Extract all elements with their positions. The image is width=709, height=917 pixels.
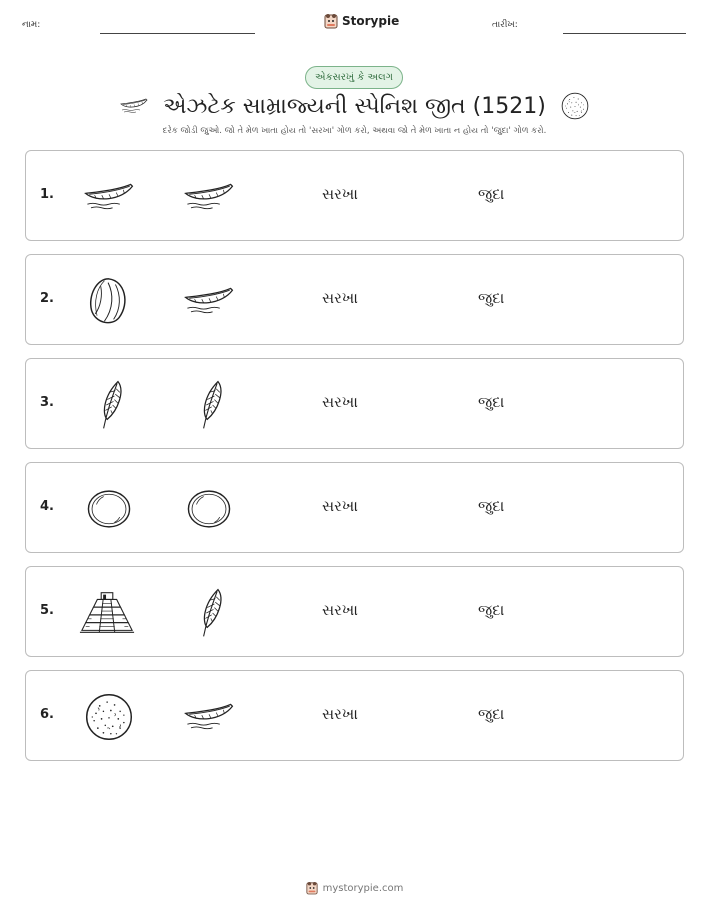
different-option[interactable]: જુદા bbox=[478, 705, 505, 723]
footer-link[interactable]: mystorypie.com bbox=[322, 882, 404, 894]
storypie-logo-icon bbox=[324, 13, 338, 29]
storypie-logo-icon bbox=[306, 881, 318, 895]
question-row-2 bbox=[25, 254, 684, 345]
canoe-icon bbox=[182, 178, 236, 216]
title-row bbox=[0, 88, 709, 124]
different-option[interactable]: જુદા bbox=[478, 185, 505, 203]
feather-icon bbox=[91, 377, 127, 433]
question-number: 2. bbox=[40, 291, 54, 306]
cocoa-bean-icon bbox=[86, 275, 132, 327]
different-option[interactable]: જુદા bbox=[478, 601, 505, 619]
question-number: 6. bbox=[40, 707, 54, 722]
tortilla-icon bbox=[83, 691, 135, 743]
question-number: 4. bbox=[40, 499, 54, 514]
date-label: તારીખ: bbox=[492, 20, 518, 30]
right-picture bbox=[180, 481, 238, 537]
same-option[interactable]: સરખા bbox=[322, 185, 358, 203]
canoe-icon bbox=[82, 178, 136, 216]
right-picture bbox=[180, 377, 238, 433]
different-option[interactable]: જુદા bbox=[478, 289, 505, 307]
activity-badge: એકસરખું કે અલગ bbox=[305, 66, 403, 89]
different-option[interactable]: જુદા bbox=[478, 393, 505, 411]
question-number: 3. bbox=[40, 395, 54, 410]
same-option[interactable]: સરખા bbox=[322, 705, 358, 723]
different-option[interactable]: જુદા bbox=[478, 497, 505, 515]
same-option[interactable]: સરખા bbox=[322, 289, 358, 307]
question-row-1 bbox=[25, 150, 684, 241]
gold-coin-icon bbox=[184, 486, 234, 532]
brand-name: Storypie bbox=[342, 14, 400, 28]
question-row-3 bbox=[25, 358, 684, 449]
left-picture bbox=[80, 169, 138, 225]
question-row-5 bbox=[25, 566, 684, 657]
same-option[interactable]: સરખા bbox=[322, 601, 358, 619]
feather-icon bbox=[191, 377, 227, 433]
instructions: દરેક જોડી જુઓ. જો તે મેળ ખાતા હોય તો 'સરખા' ગોળ કરો, અથવા જો તે મેળ ખાતા ન હોય તો 'જુદા' ગોળ કરો. bbox=[162, 126, 547, 136]
right-picture bbox=[180, 273, 238, 329]
question-row-6 bbox=[25, 670, 684, 761]
left-picture bbox=[78, 585, 136, 641]
canoe-icon bbox=[182, 282, 236, 320]
feather-icon bbox=[191, 585, 227, 641]
same-option[interactable]: સરખા bbox=[322, 393, 358, 411]
right-picture bbox=[180, 585, 238, 641]
question-number: 5. bbox=[40, 603, 54, 618]
left-picture bbox=[80, 689, 138, 745]
page-title: એઝટેક સામ્રાજ્યની સ્પેનિશ જીત (1521) bbox=[163, 93, 546, 119]
question-number: 1. bbox=[40, 187, 54, 202]
right-picture bbox=[180, 169, 238, 225]
canoe-icon bbox=[119, 95, 149, 117]
brand-logo bbox=[324, 13, 399, 29]
pyramid-icon bbox=[78, 588, 136, 638]
right-picture bbox=[180, 689, 238, 745]
tortilla-icon bbox=[560, 91, 590, 121]
name-field-line[interactable] bbox=[100, 33, 255, 34]
gold-coin-icon bbox=[84, 486, 134, 532]
left-picture bbox=[80, 377, 138, 433]
canoe-icon bbox=[182, 698, 236, 736]
footer bbox=[0, 881, 709, 895]
name-label: નામ: bbox=[22, 20, 41, 30]
date-field-line[interactable] bbox=[563, 33, 686, 34]
left-picture bbox=[80, 481, 138, 537]
same-option[interactable]: સરખા bbox=[322, 497, 358, 515]
question-row-4 bbox=[25, 462, 684, 553]
left-picture bbox=[80, 273, 138, 329]
